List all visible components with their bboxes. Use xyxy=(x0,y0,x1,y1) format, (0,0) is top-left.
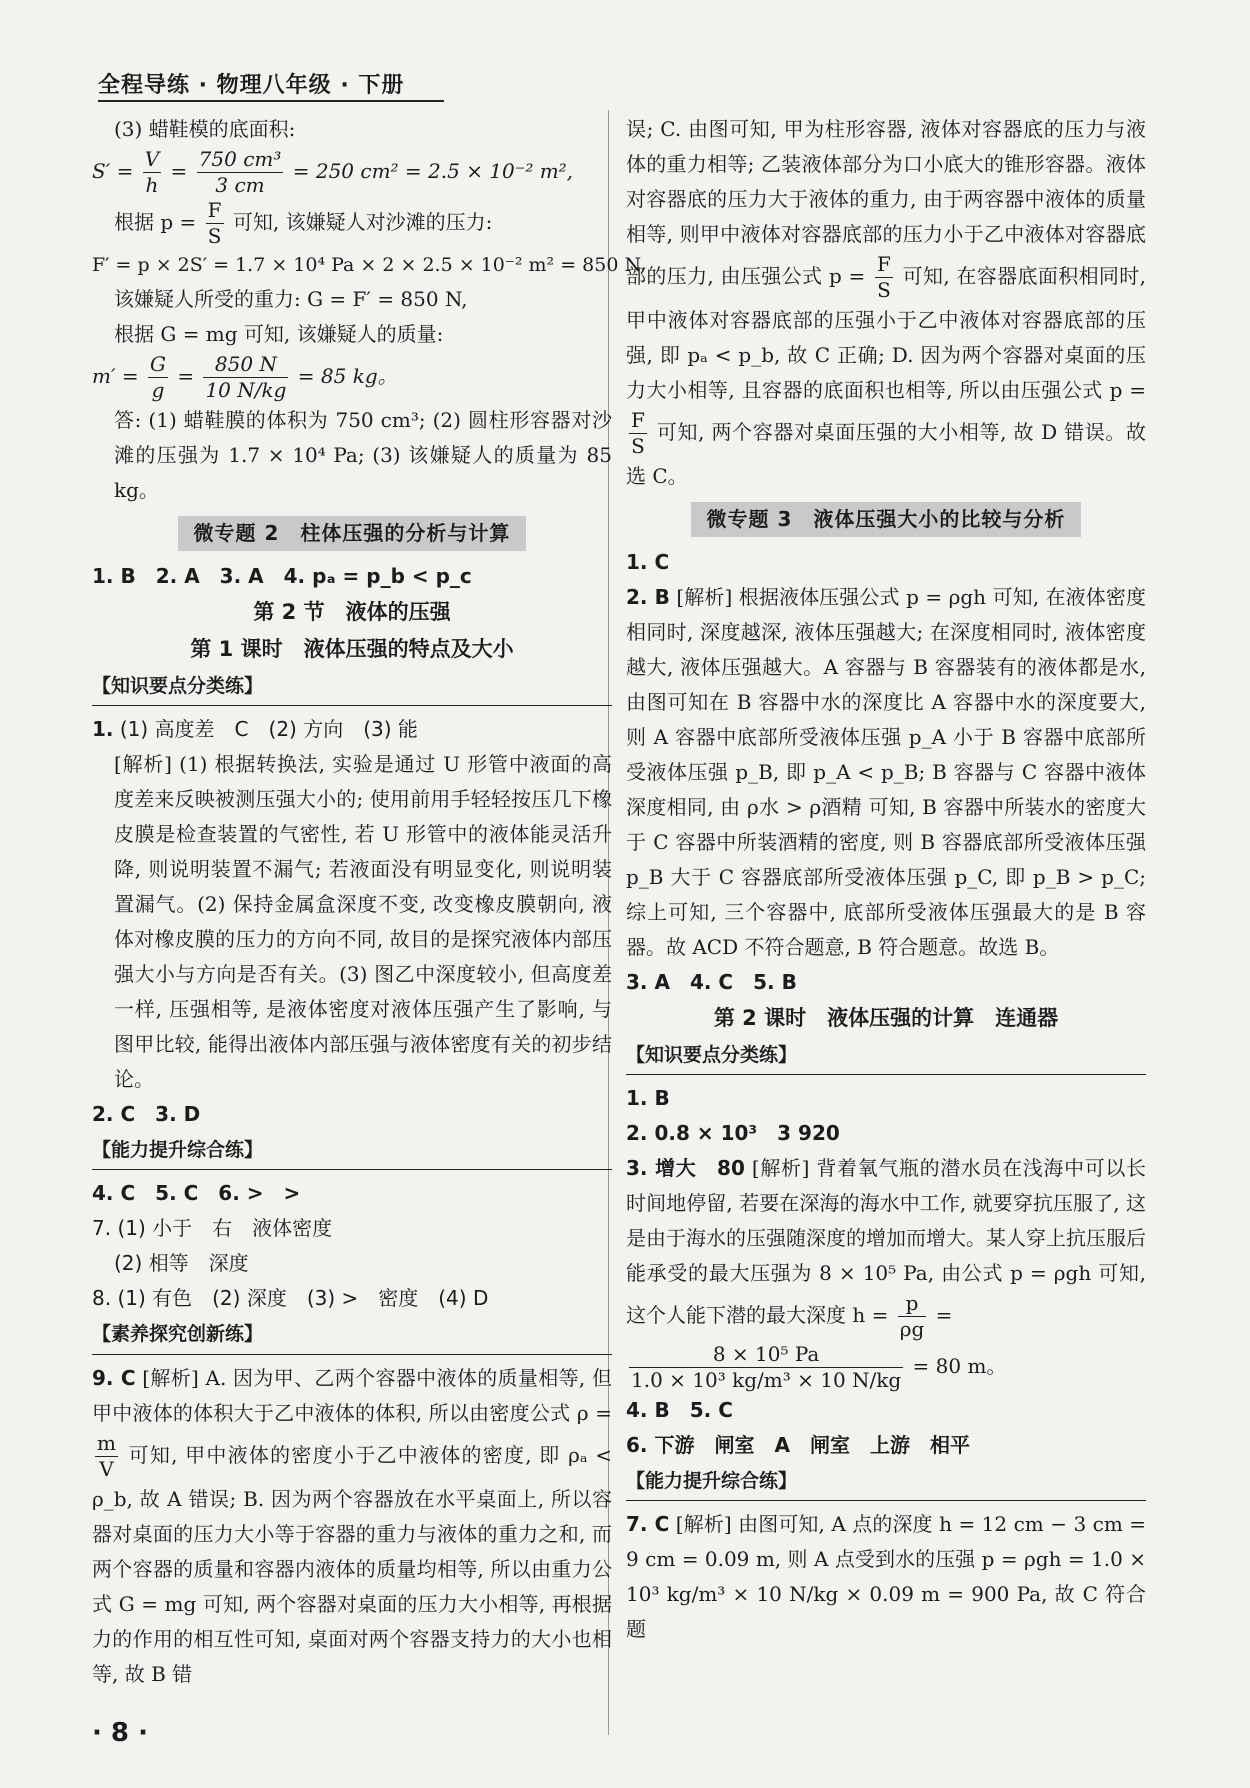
category-tag: 【能力提升综合练】 xyxy=(626,1465,1146,1501)
answer-text: (1) 高度差 C (2) 方向 (3) 能 xyxy=(119,717,418,741)
fraction xyxy=(898,1291,927,1342)
right-column xyxy=(626,112,1146,1647)
formula-area xyxy=(92,147,612,198)
formula-text: S′ = xyxy=(92,159,134,183)
answer-paragraph: 答: (1) 蜡鞋膜的体积为 750 cm³; (2) 圆柱形容器对沙滩的压强为 1.7 × 10⁴ Pa; (3) 该嫌疑人的质量为 85 kg。 xyxy=(114,408,612,503)
formula-text: = 80 m。 xyxy=(912,1354,1007,1378)
fraction-numerator: V xyxy=(144,147,160,171)
fraction-denominator: h xyxy=(143,172,161,198)
formula-text: 根据 p = xyxy=(114,210,197,234)
explanation-paragraph xyxy=(626,1507,1146,1647)
fraction-denominator: S xyxy=(875,277,893,303)
topic-banner: 微专题 3 液体压强大小的比较与分析 xyxy=(691,502,1082,537)
fraction-denominator: g xyxy=(148,377,168,403)
explanation-text: [解析] A. 因为甲、乙两个容器中液体的质量相等, 但甲中液体的体积大于乙中液体的体积, 所以由密度公式 xyxy=(92,1365,612,1425)
answer-line: 7. (1) 小于 右 液体密度 xyxy=(92,1216,333,1241)
formula-text: = 85 kg。 xyxy=(297,364,398,389)
fraction-numerator: 850 N xyxy=(214,352,277,377)
text-line: 根据 G = mg 可知, 该嫌疑人的质量: xyxy=(114,322,444,347)
question-number: 1. xyxy=(92,717,114,741)
fraction-denominator: V xyxy=(95,1456,118,1482)
answer-line: 1. B 2. A 3. A 4. pₐ = p_b < p_c xyxy=(92,564,472,589)
formula-text: = xyxy=(170,159,188,183)
text-line: F′ = p × 2S′ = 1.7 × 10⁴ Pa × 2 × 2.5 × 10⁻² m² = 850 N, xyxy=(92,254,646,276)
category-tag: 【能力提升综合练】 xyxy=(92,1134,612,1170)
fraction-numerator: F xyxy=(631,408,645,432)
explanation-text: [解析] 由图可知, A 点的深度 h = 12 cm − 3 cm = 9 cm = 0.09 m, 则 A 点受到水的压强 p = ρgh = 1.0 × 10³ kg/m³ × 10 N/kg × 0.09 m = 900 Pa, 故 C 符合题 xyxy=(626,1512,1147,1642)
topic-banner: 微专题 2 柱体压强的分析与计算 xyxy=(178,516,527,551)
fraction xyxy=(629,1342,903,1393)
explanation-text: 误; C. 由图可知, 甲为柱形容器, 液体对容器底的压力与液体的重力相等; 乙装液体部分为口小底大的锥形容器。液体对容器底的压力大于液体的重力, 由于两容器中液体的质量相等, 则甲中液体对容器底部的压力小于乙中液体对容器底部的压力, 由压强公式 p = xyxy=(626,117,1146,288)
lesson-title: 第 1 课时 液体压强的特点及大小 xyxy=(190,637,514,661)
fraction-denominator: S xyxy=(206,223,224,249)
section-title: 第 2 节 液体的压强 xyxy=(253,600,451,625)
explanation-paragraph xyxy=(626,580,1146,965)
answer-line: 6. 下游 闸室 A 闸室 上游 相平 xyxy=(626,1433,970,1457)
formula-text: = xyxy=(935,1303,953,1327)
answer-line: 3. A 4. C 5. B xyxy=(626,970,797,994)
answer-line: 2. 0.8 × 10³ 3 920 xyxy=(626,1121,840,1145)
fraction-denominator: S xyxy=(629,433,647,459)
explanation-paragraph xyxy=(626,112,1146,494)
fraction-numerator: F xyxy=(877,252,891,276)
fraction-numerator: p xyxy=(905,1291,919,1315)
question-number: 9. C xyxy=(92,1365,136,1390)
fraction-denominator: ρg xyxy=(899,1317,925,1341)
category-tag: 【知识要点分类练】 xyxy=(92,670,612,706)
explanation-paragraph: [解析] (1) 根据转换法, 实验是通过 U 形管中液面的高度差来反映被测压强大小的; 使用前用手轻轻按压几下橡皮膜是检查装置的气密性, 若 U 形管中的液体能灵活升降, 则说明装置不漏气; 若液面没有明显变化, 则说明装置漏气。(2) 保持金属盒深度不变, 改变橡皮膜朝向, 液体对橡皮膜的压力的方向不同, 故目的是探究液体内部压强大小与方向是否有关。(3) 图乙中深度较小, 但高度差一样, 压强相等, 是液体密度对液体压强产生了影响, 与图甲比较, 能得出液体内部压强与液体密度有关的初步结论。 xyxy=(114,752,612,1091)
answer-line: 4. B 5. C xyxy=(626,1398,733,1422)
category-tag: 【素养探究创新练】 xyxy=(92,1318,612,1354)
fraction-numerator: 750 cm³ xyxy=(198,147,282,171)
answer-line: (2) 相等 深度 xyxy=(114,1251,249,1276)
explanation-text: 可知, 两个容器对桌面压强的大小相等, 故 D 错误。故选 C。 xyxy=(626,420,1146,488)
explanation-text: 可知, 在容器底面积相同时, 甲中液体对容器底部的压强小于乙中液体对容器底部的压强, 即 pₐ < p_b, 故 C 正确; D. 因为两个容器对桌面的压力大小相等, 且容器的底面积也相等, 所以由压强公式 p = xyxy=(626,264,1146,402)
text-line: (3) 蜡鞋模的底面积: xyxy=(114,117,296,141)
explanation-text: 可知, 甲中液体的密度小于乙中液体的密度, 即 ρₐ < ρ_b, 故 A 错误; B. 因为两个容器放在水平桌面上, 所以容器对桌面的压力大小等于容器的重力与液体的重力之和, 而两个容器的质量和容器内液体的质量均相等, 所以由重力公式 G = mg 可知, 两个容器对桌面的压力大小相等, 再根据力的作用的相互性可知, 桌面对两个容器支持力的大小也相等, 故 B 错 xyxy=(92,1442,613,1686)
formula-text: = xyxy=(177,364,195,389)
fraction-denominator: 1.0 × 10³ kg/m³ × 10 N/kg xyxy=(631,1368,902,1392)
fraction xyxy=(95,1431,118,1482)
formula-text: m′ = xyxy=(92,364,139,389)
fraction-numerator: m xyxy=(97,1430,116,1455)
page-number: · 8 · xyxy=(92,1718,148,1748)
formula-text: = 250 cm² = 2.5 × 10⁻² m², xyxy=(292,159,574,183)
answer-line: 1. B xyxy=(626,1086,670,1110)
fraction xyxy=(143,147,161,198)
question-number: 3. 增大 80 xyxy=(626,1156,745,1180)
answer-line: 4. C 5. C 6. > > xyxy=(92,1181,301,1206)
fraction xyxy=(629,408,647,459)
formula-text: ρ = xyxy=(576,1400,612,1425)
fraction-denominator: 3 cm xyxy=(197,172,284,198)
fraction xyxy=(148,352,168,403)
fraction xyxy=(197,147,284,198)
answer-line: 1. C xyxy=(626,550,670,574)
explanation-paragraph xyxy=(92,1361,612,1692)
fraction-numerator: F xyxy=(207,198,222,222)
question-number: 7. C xyxy=(626,1512,670,1537)
fraction-denominator: 10 N/kg xyxy=(205,378,287,403)
fraction xyxy=(875,252,893,303)
header-rule xyxy=(98,100,444,102)
text-line: 该嫌疑人所受的重力: G = F′ = 850 N, xyxy=(114,287,468,312)
fraction xyxy=(203,352,288,403)
formula-text: 可知, 该嫌疑人对沙滩的压力: xyxy=(232,210,493,234)
running-header: 全程导练 · 物理八年级 · 下册 xyxy=(98,73,405,98)
formula-line xyxy=(92,198,612,249)
explanation-text: [解析] 根据液体压强公式 p = ρgh 可知, 在液体密度相同时, 深度越深, 液体压强越大; 在深度相同时, 液体密度越大, 液体压强越大。A 容器与 B 容器装有的液体都是水, 由图可知在 B 容器中水的深度比 A 容器中水的深度要大, 则 A 容器中底部所受液体压强 p_A 小于 B 容器中底部所受液体压强 p_B, 即 p_A < p_B; B 容器与 C 容器中液体深度相同, 由 ρ水 > ρ酒精 可知, B 容器中所装水的密度大于 C 容器中所装酒精的密度, 则 B 容器底部所受液体压强 p_B 大于 C 容器底部所受液体压强 p_C, 即 p_B > p_C; 综上可知, 三个容器中, 底部所受液体压强最大的是 B 容器。故 ACD 不符合题意, B 符合题意。故选 B。 xyxy=(626,585,1147,959)
explanation-paragraph xyxy=(626,1151,1146,1342)
answer-line: 2. C 3. D xyxy=(92,1102,201,1126)
explanation-text: [解析] 背着氧气瓶的潜水员在浅海中可以长时间地停留, 若要在深海的海水中工作, 就要穿抗压服了, 这是由于海水的压强随深度的增加而增大。某人穿上抗压服后能承受的最大压强为 8 × 10⁵ Pa, 由公式 p = ρgh 可知, 这个人能下潜的最大深度 h = xyxy=(626,1156,1146,1327)
formula-line xyxy=(92,352,612,403)
category-tag: 【知识要点分类练】 xyxy=(626,1039,1146,1075)
fraction xyxy=(206,198,224,249)
left-column xyxy=(92,112,646,1692)
answer-line xyxy=(92,712,612,747)
question-number: 2. B xyxy=(626,585,670,609)
fraction-numerator: G xyxy=(149,352,166,377)
fraction-numerator: 8 × 10⁵ Pa xyxy=(712,1342,820,1366)
lesson-title: 第 2 课时 液体压强的计算 连通器 xyxy=(713,1006,1059,1030)
formula-line xyxy=(626,1342,1146,1393)
answer-line: 8. (1) 有色 (2) 深度 (3) > 密度 (4) D xyxy=(92,1286,489,1311)
